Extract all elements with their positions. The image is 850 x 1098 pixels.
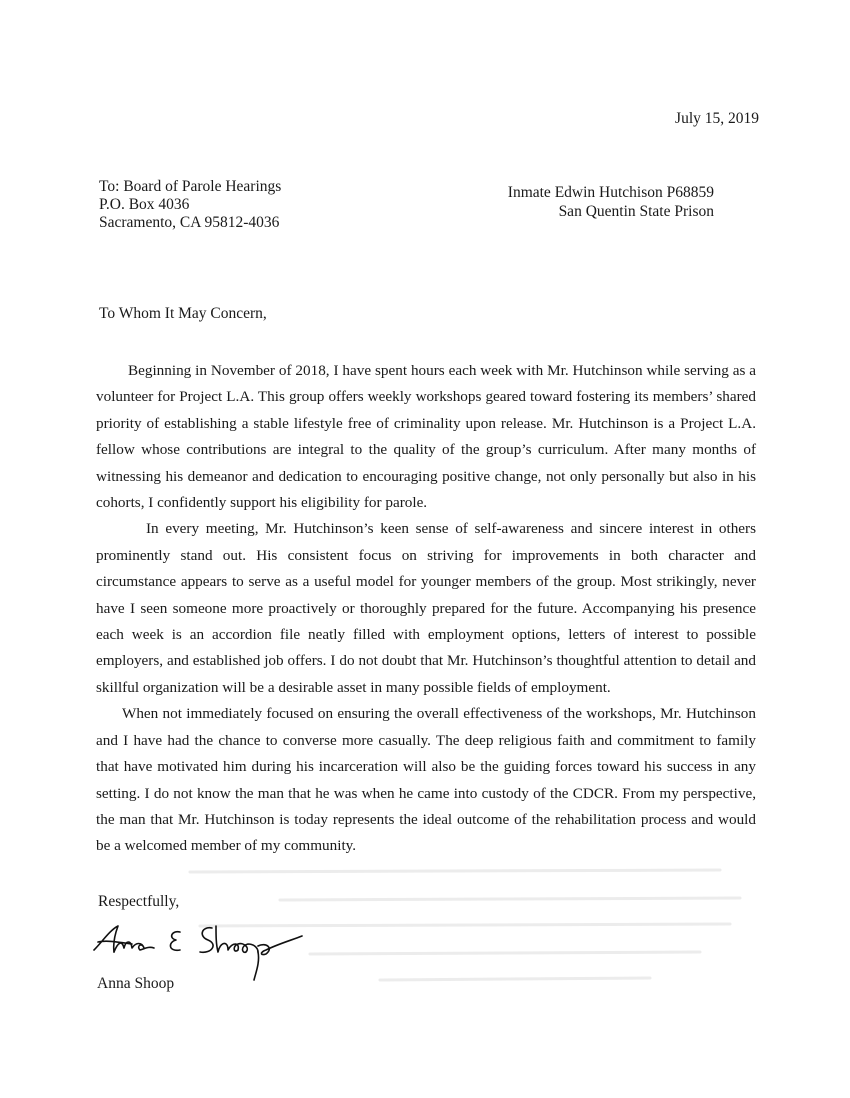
body-paragraph-1: Beginning in November of 2018, I have spent hours each week with Mr. Hutchinson while serving as a volunteer for Project L.A. This group offers weekly workshops geared toward fostering its members’ shared priority of establishing a stable lifestyle free of criminality upon release. Mr. Hutchinson is a Project L.A. fellow whose contributions are integral to the quality of the group’s curriculum. After many months of witnessing his demeanor and dedication to encouraging positive change, not only personally but also in his cohorts, I confidently support his eligibility for parole. (96, 362, 756, 512)
subject-line-2: San Quentin State Prison (558, 203, 714, 220)
letter-body (96, 358, 756, 860)
salutation: To Whom It May Concern, (99, 305, 267, 322)
body-paragraph-2: In every meeting, Mr. Hutchinson’s keen sense of self-awareness and sincere interest in others prominently stand out. His consistent focus on striving for improvements in both character and circumstance appears to serve as a useful model for younger members of the group. Most strikingly, never have I seen someone more proactively or thoroughly prepared for the future. Accompanying his presence each week is an accordion file neatly filled with employment options, letters of interest to possible employers, and established job offers. I do not doubt that Mr. Hutchinson’s thoughtful attention to detail and skillful organization will be a desirable asset in many possible fields of employment. (96, 520, 756, 696)
subject-line-1: Inmate Edwin Hutchison P68859 (507, 184, 714, 201)
subject-block (480, 183, 714, 221)
signer-name: Anna Shoop (97, 975, 175, 992)
closing: Respectfully, (98, 893, 180, 910)
recipient-line-3: Sacramento, CA 95812-4036 (99, 214, 280, 231)
signature-mark (88, 912, 308, 982)
recipient-line-1: To: Board of Parole Hearings (99, 178, 282, 195)
body-paragraph-3: When not immediately focused on ensuring the overall effectiveness of the workshops, Mr. Hutchinson and I have had the chance to converse more casually. The deep religious faith and commitment to family that have motivated him during his incarceration will also be the guiding forces toward his success in any setting. I do not know the man that he was when he came into custody of the CDCR. From my perspective, the man that Mr. Hutchinson is today represents the ideal outcome of the rehabilitation process and would be a welcomed member of my community. (96, 705, 756, 855)
recipient-address (99, 178, 281, 232)
letter-date: July 15, 2019 (675, 110, 759, 127)
recipient-line-2: P.O. Box 4036 (99, 196, 190, 213)
